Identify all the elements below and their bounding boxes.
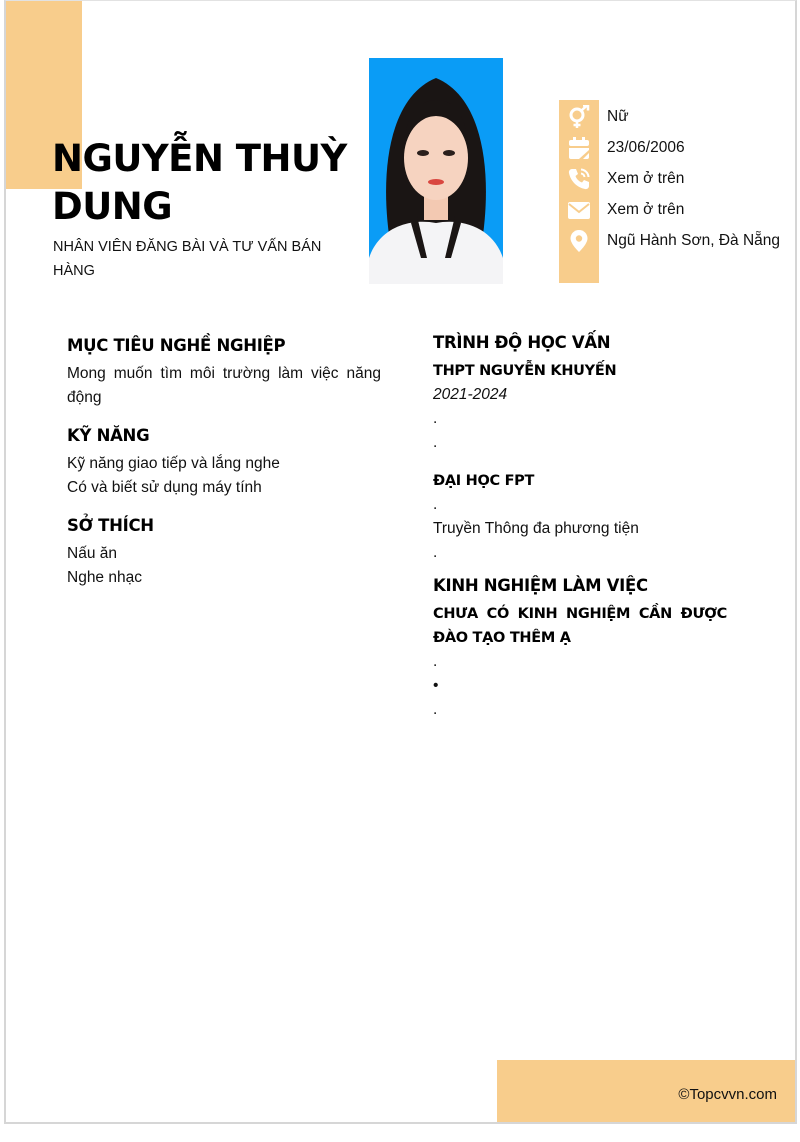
- school-detail: .: [433, 410, 438, 427]
- copyright-text: ©Topcvvn.com: [678, 1086, 777, 1103]
- birthday-value: 23/06/2006: [607, 139, 685, 156]
- objective-section: [67, 334, 381, 410]
- contact-address: [559, 226, 780, 256]
- profile-photo: [369, 58, 503, 284]
- hobbies-section: [67, 514, 381, 590]
- skill-item: Kỹ năng giao tiếp và lắng nghe: [67, 455, 280, 472]
- cv-page: [4, 0, 797, 1124]
- gender-icon: [559, 102, 599, 132]
- school-detail: .: [433, 434, 438, 451]
- education-entry: [433, 359, 727, 455]
- skills-section: [67, 424, 381, 500]
- experience-detail: •: [433, 677, 439, 694]
- portrait-image: [369, 58, 503, 284]
- email-icon: [559, 195, 599, 225]
- experience-detail: .: [433, 653, 438, 670]
- gender-value: Nữ: [607, 108, 629, 125]
- education-section: [433, 331, 727, 565]
- phone-icon: [559, 164, 599, 194]
- contact-birthday: [559, 133, 685, 163]
- hobbies-title: SỞ THÍCH: [67, 516, 154, 535]
- skills-title: KỸ NĂNG: [67, 426, 150, 445]
- job-title: NHÂN VIÊN ĐĂNG BÀI VÀ TƯ VẤN BÁN HÀNG: [53, 239, 322, 279]
- school-detail: .: [433, 544, 438, 561]
- hobby-item: Nghe nhạc: [67, 569, 142, 586]
- school-name: ĐẠI HỌC FPT: [433, 473, 535, 489]
- school-major: Truyền Thông đa phương tiện: [433, 520, 639, 537]
- right-column: [433, 331, 727, 722]
- education-entry: [433, 469, 727, 565]
- objective-text: Mong muốn tìm môi trường làm việc năng động: [67, 365, 381, 406]
- skill-item: Có và biết sử dụng máy tính: [67, 479, 262, 496]
- school-detail: .: [433, 496, 438, 513]
- phone-value: Xem ở trên: [607, 170, 685, 187]
- candidate-name: NGUYỄN THUỲ DUNG: [52, 137, 347, 228]
- contact-email: [559, 195, 684, 225]
- education-title: TRÌNH ĐỘ HỌC VẤN: [433, 333, 611, 352]
- contact-phone: [559, 164, 684, 194]
- location-icon: [559, 226, 599, 256]
- calendar-icon: [559, 133, 599, 163]
- school-name: THPT NGUYỄN KHUYẾN: [433, 363, 617, 379]
- school-period: 2021-2024: [433, 386, 508, 403]
- experience-title: KINH NGHIỆM LÀM VIỆC: [433, 576, 648, 595]
- address-value: Ngũ Hành Sơn, Đà Nẵng: [607, 232, 781, 249]
- left-column: [67, 334, 381, 590]
- experience-detail: .: [433, 701, 438, 718]
- experience-heading: CHƯA CÓ KINH NGHIỆM CẦN ĐƯỢC ĐÀO TẠO THÊM Ạ: [433, 606, 727, 646]
- objective-title: MỤC TIÊU NGHỀ NGHIỆP: [67, 336, 286, 355]
- footer-accent: [497, 1060, 797, 1123]
- contact-gender: [559, 102, 629, 132]
- email-value: Xem ở trên: [607, 201, 685, 218]
- experience-section: [433, 574, 727, 722]
- hobby-item: Nấu ăn: [67, 545, 117, 562]
